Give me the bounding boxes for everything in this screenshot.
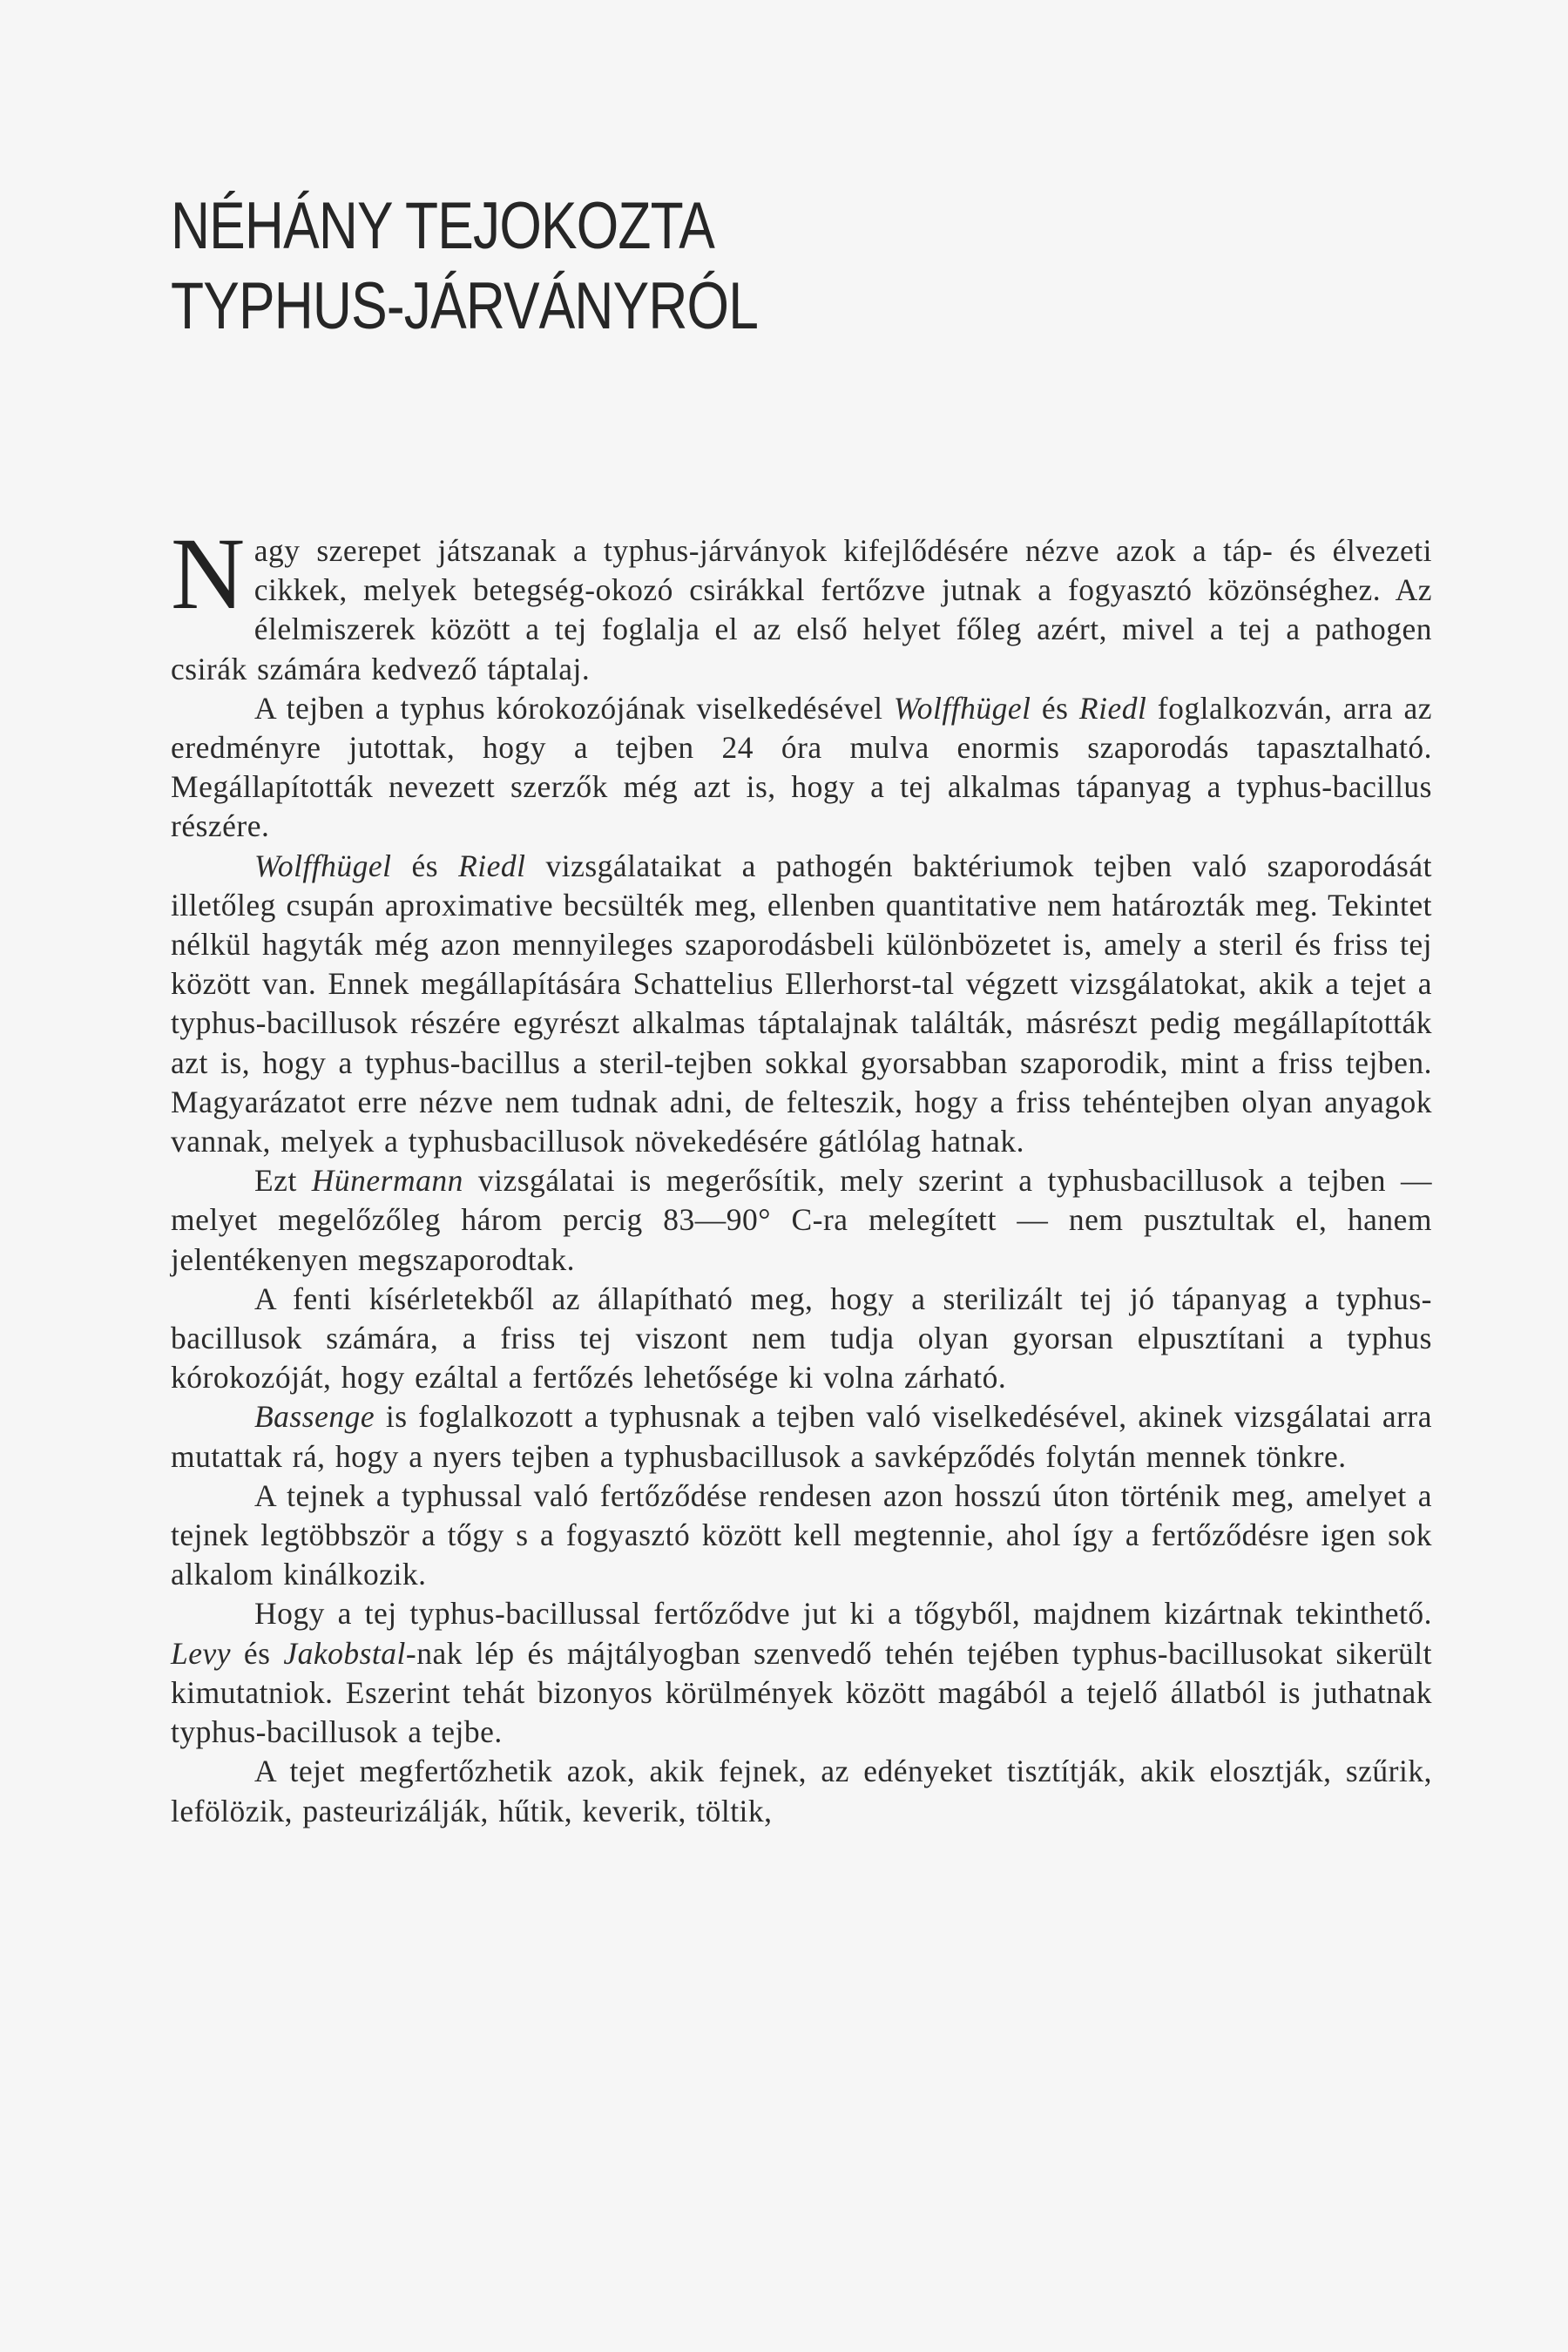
author-name: Jakobstal [283,1635,406,1671]
author-name: Wolffhügel [893,690,1031,726]
paragraph-7: A tejnek a typhussal való fertőződése rendesen azon hosszú úton történik meg, amelyet a tejnek legtöbbször a tőgy s a fogyasztó között kell megtennie, ahol így a fertőződésre igen sok alkalom kinálkozik. [171,1477,1432,1592]
paragraph-8: Hogy a tej typhus-bacillussal fertőződve jut ki a tőgyből, majdnem kizártnak tekinthető. Levy és Jakobstal-nak lép és májtályogban szenvedő tehén tejében typhus-bacillusokat sikerült kimutatniok. Eszerint tehát bizonyos körülmények között magából a tejelő állatból is juthatnak typhus-bacillusok a tejbe. [171,1596,1432,1750]
paragraph-3: Wolffhügel és Riedl vizsgálataikat a pathogén baktériumok tejben való szaporodását illetőleg csupán aproximative becsülték meg, ellenben quantitative nem határozták meg. Tekintet nélkül hagyták még azon mennyileges szaporodásbeli különbözetet is, amely a steril és friss tej között van. Ennek megállapítására Schattelius Ellerhorst-tal végzett vizsgálatokat, akik a tejet a typhus-bacillusok részére egyrészt alkalmas táptalajnak találták, másrészt pedig megállapították azt is, hogy a typhus-bacillus a steril-tejben sokkal gyorsabban szaporodik, mint a friss tejben. Magyarázatot erre nézve nem tudnak adni, de felteszik, hogy a friss tehéntejben olyan anyagok vannak, melyek a typhusbacillusok növekedésére gátlólag hatnak. [171,848,1432,1159]
author-name: Hünermann [311,1163,463,1199]
author-name: Wolffhügel [254,848,392,883]
article-title [171,186,885,347]
paragraph-5: A fenti kísérletekből az állapítható meg, hogy a sterilizált tej jó tápanyag a typhus-bacillusok számára, a friss tej viszont nem tudja olyan gyorsan elpusztítani a typhus kórokozóját, hogy ezáltal a fertőzés lehetősége ki volna zárható. [171,1281,1432,1396]
article-body [171,517,1432,1831]
author-name: Riedl [458,848,526,883]
paragraph-2: A tejben a typhus kórokozójának viselkedésével Wolffhügel és Riedl foglalkozván, arra az eredményre jutottak, hogy a tejben 24 óra mulva enormis szaporodás tapasztalható. Megállapították nevezett szerzők még azt is, hogy a tej alkalmas tápanyag a typhus-bacillus részére. [171,690,1432,844]
paragraph-9: A tejet megfertőzhetik azok, akik fejnek, az edényeket tisztítják, akik elosztják, szűrik, lefölözik, pasteurizálják, hűtik, keverik, töltik, [171,1754,1432,1828]
paragraph-1: Nagy szerepet játszanak a typhus-járványok kifejlődésére nézve azok a táp- és élvezeti cikkek, melyek betegség-okozó csirákkal fertőzve jutnak a fogyasztó közönséghez. Az élelmiszerek között a tej foglalja el az első helyet főleg azért, mivel a tej a pathogen csirák számára kedvező táptalaj. [171,517,1432,686]
author-name: Bassenge [254,1399,375,1435]
author-name: Riedl [1078,690,1147,726]
paragraph-6: Bassenge is foglalkozott a typhusnak a tejben való viselkedésével, akinek vizsgálatai arra mutattak rá, hogy a nyers tejben a typhusbacillusok a savképződés folytán mennek tönkre. [171,1399,1432,1474]
paragraph-4: Ezt Hünermann vizsgálatai is megerősítik, mely szerint a typhusbacillusok a tejben — melyet megelőzőleg három percig 83—90° C-ra melegített — nem pusztultak el, hanem jelentékenyen megszaporodtak. [171,1163,1432,1277]
title-line-1: NÉHÁNY TEJOKOZTA [171,189,715,263]
title-line-2: TYPHUS-JÁRVÁNYRÓL [171,269,759,343]
author-name: Levy [171,1635,232,1671]
